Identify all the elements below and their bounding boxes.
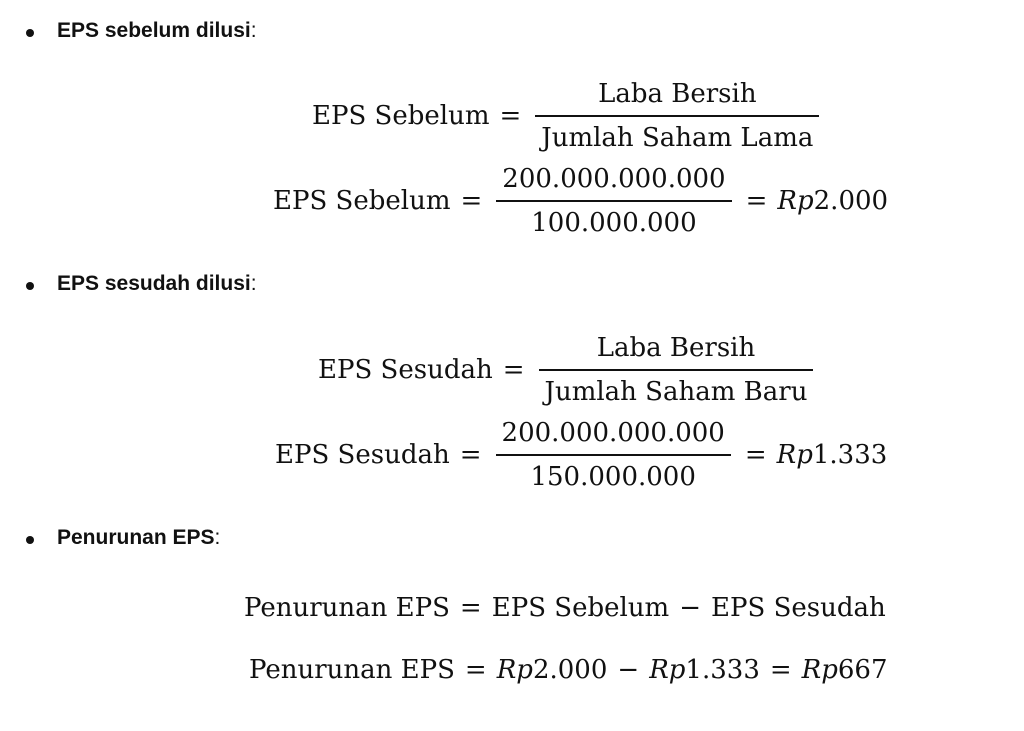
currency-rp: Rp [776,440,813,470]
result-value: 1.333 [812,440,888,470]
minus-sign: − [617,655,640,685]
bullet-dot-icon [26,282,34,290]
bullet-title: Penurunan EPS [57,526,215,549]
currency-rp: Rp [496,655,533,685]
bullet-text [57,526,220,550]
equals-sign: = [460,186,483,216]
value-sebelum: 2.000 [532,655,608,685]
bullet-colon: : [250,272,257,295]
bullet-text [57,19,257,43]
bullet-eps-sesudah [0,270,1024,300]
equals-sign: = [745,186,768,216]
bullet-title: EPS sebelum dilusi [57,19,251,42]
bullet-dot-icon [26,29,34,37]
bullet-colon: : [214,526,221,549]
bullet-dot-icon [26,536,34,544]
formula-lhs: EPS Sebelum [273,186,451,216]
bullet-penurunan-eps [0,524,1024,554]
formula-eps-sebelum [0,78,1024,154]
currency-rp: Rp [649,655,686,685]
equals-sign: = [464,655,487,685]
fraction-denominator: Jumlah Saham Baru [544,376,808,407]
bullet-colon: : [250,19,257,42]
formula-lhs: EPS Sesudah [318,355,493,385]
equals-sign: = [459,593,482,623]
formula-lhs: Penurunan EPS [244,593,450,623]
fraction-numerator: 200.000.000.000 [501,418,725,449]
formula-lhs: EPS Sebelum [312,101,490,131]
bullet-text [57,272,257,296]
bullet-eps-sebelum [0,17,1024,47]
formula-eps-sesudah [0,332,1024,408]
calc-eps-sesudah [0,417,1024,493]
fraction-denominator: 100.000.000 [531,207,697,238]
fraction-numerator: 200.000.000.000 [502,164,726,195]
formula-lhs: Penurunan EPS [249,655,455,685]
fraction-denominator: Jumlah Saham Lama [541,122,814,153]
fraction [496,161,731,240]
calc-eps-sebelum [0,163,1024,239]
fraction [496,415,731,494]
formula-penurunan-eps [0,588,1024,628]
fraction-numerator: Laba Bersih [596,333,756,364]
currency-rp: Rp [777,186,814,216]
minus-sign: − [679,593,702,623]
fraction [535,76,819,155]
term-eps-sebelum: EPS Sebelum [491,593,670,623]
currency-rp: Rp [801,655,838,685]
equals-sign: = [499,101,522,131]
result-value: 667 [837,655,888,685]
formula-lhs: EPS Sesudah [275,440,450,470]
fraction-denominator: 150.000.000 [530,461,696,492]
equals-sign: = [459,440,482,470]
calc-penurunan-eps [0,650,1024,690]
fraction [539,330,814,409]
fraction-numerator: Laba Bersih [598,79,757,110]
equals-sign: = [769,655,792,685]
value-sesudah: 1.333 [685,655,760,685]
result-value: 2.000 [813,186,889,216]
equals-sign: = [744,440,767,470]
bullet-title: EPS sesudah dilusi [57,272,251,295]
equals-sign: = [502,355,525,385]
term-eps-sesudah: EPS Sesudah [711,593,886,623]
